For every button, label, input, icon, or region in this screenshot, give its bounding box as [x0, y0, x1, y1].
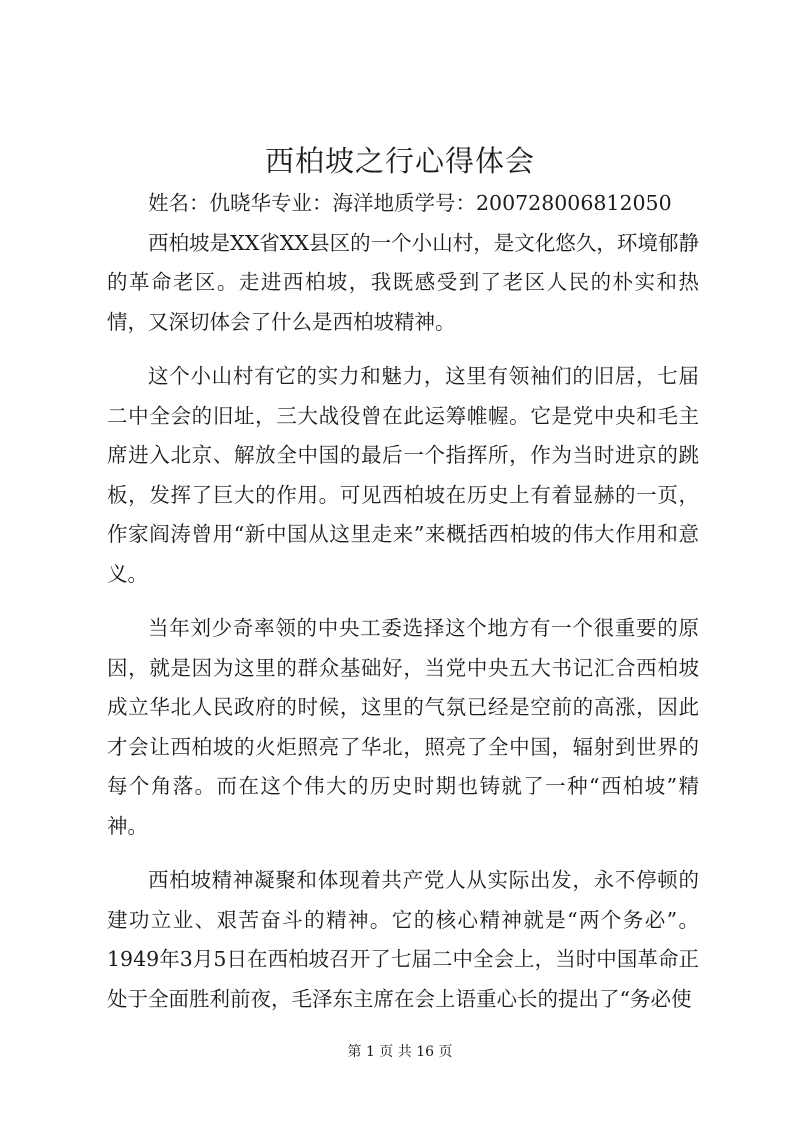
document-title: 西柏坡之行心得体会 [264, 144, 535, 178]
paragraph-1: 西柏坡是XX省XX县区的一个小山村，是文化悠久，环境郁静的革命老区。走进西柏坡，我既感受到了老区人民的朴实和热情，又深切体会了什么是西柏坡精神。 [107, 230, 699, 334]
document-body [107, 184, 699, 1019]
paragraph-4: 西柏坡精神凝聚和体现着共产党人从实际出发，永不停顿的建功立业、艰苦奋斗的精神。它的核心精神就是“两个务必”。1949年3月5日在西柏坡召开了七届二中全会上，当时中国革命正处于全面胜利前夜，毛泽东主席在会上语重心长的提出了“务必使 [107, 868, 699, 1011]
paragraph-3: 当年刘少奇率领的中央工委选择这个地方有一个很重要的原因，就是因为这里的群众基础好，当党中央五大书记汇合西柏坡成立华北人民政府的时候，这里的气氛已经是空前的高涨，因此才会让西柏坡的火炬照亮了华北，照亮了全中国，辐射到世界的每个角落。而在这个伟大的历史时期也铸就了一种“西柏坡”精神。 [107, 616, 699, 838]
page-footer: 第 1 页 共 16 页 [347, 1044, 453, 1060]
paragraph-2: 这个小山村有它的实力和魅力，这里有领袖们的旧居，七届二中全会的旧址，三大战役曾在此运筹帷幄。它是党中央和毛主席进入北京、解放全中国的最后一个指挥所，作为当时进京的跳板，发挥了巨大的作用。可见西柏坡在历史上有着显赫的一页，作家阎涛曾用“新中国从这里走来”来概括西柏坡的伟大作用和意义。 [107, 364, 699, 586]
author-line: 姓名：仇晓华专业：海洋地质学号：200728006812050 [148, 191, 672, 215]
